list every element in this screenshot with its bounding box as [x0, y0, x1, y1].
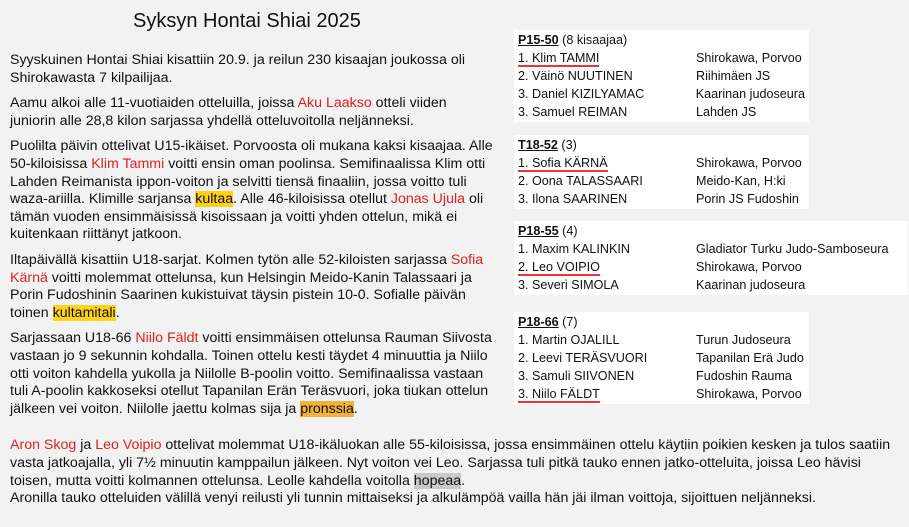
athlete-club: Lahden JS — [696, 105, 757, 119]
entrant-count: (3) — [557, 138, 577, 152]
text: Aamu alkoi alle 11-vuotiaiden otteluilla, joissa — [10, 95, 298, 112]
athlete-club: Turun Judoseura — [696, 333, 791, 347]
result-row — [518, 172, 805, 190]
athlete-name: Leo Voipio — [95, 437, 162, 453]
athlete-result-name: 3. Niilo FÄLDT — [518, 387, 600, 401]
medal-silver: hopeaa — [413, 472, 462, 489]
athlete-club: Shirokawa, Porvoo — [696, 260, 802, 274]
athlete-club: Porin JS Fudoshin — [696, 192, 799, 206]
weight-class: P15-50 — [518, 33, 559, 47]
athlete-club: Shirokawa, Porvoo — [696, 156, 802, 170]
athlete-club: Shirokawa, Porvoo — [696, 387, 802, 401]
result-row — [518, 154, 805, 172]
results-card-p18-55 — [514, 221, 908, 295]
result-row — [518, 240, 904, 258]
text: . — [461, 472, 466, 489]
medal-gold: kultamitali — [52, 304, 116, 321]
entrant-count: (4) — [558, 224, 578, 238]
athlete-result-name: 1. Klim TAMMI — [518, 51, 600, 65]
weight-class: P18-66 — [518, 315, 559, 329]
athlete-club: Tapanilan Erä Judo — [696, 351, 804, 365]
paragraph-u18-55 — [10, 437, 900, 490]
text: voitti ensimmäisen ottelunsa Rauman Siivosta vastaan jo 9 sekunnin kohdalla. Toinen ottelu kesti täydet 4 minuuttia ja Niilo otti voiton kahdella yukolla ja Niilolle B-poolin voitto. Semifinaalissa vastaan tuli A-poolin kakkoseksi otellut Tapanilan Erän Teräsvuori, joka tiukan ottelun jälkeen vei voiton. Niilolle jaettu kolmas sija ja — [10, 330, 492, 417]
result-row — [518, 67, 805, 85]
text: oli tämän vuoden ensimmäisissä kisoissaan ja voitti yhden ottelun, mikä ei kuitenkaan riittänyt jatkoon. — [10, 191, 484, 243]
athlete-club: Meido-Kan, H:ki — [696, 174, 786, 188]
medal-bronze: pronssia — [300, 400, 354, 417]
paragraph-u18-52 — [10, 252, 496, 322]
entrant-count: (7) — [558, 315, 578, 329]
text: . — [115, 304, 120, 321]
athlete-club: Fudoshin Rauma — [696, 369, 792, 383]
athlete-club: Gladiator Turku Judo-Samboseura — [696, 242, 889, 256]
athlete-result-name: 2. Leo VOIPIO — [518, 260, 600, 274]
text: . — [353, 400, 358, 417]
paragraph-u18-66 — [10, 330, 496, 418]
article-bottom — [10, 437, 900, 508]
athlete-result-name: 2. Leevi TERÄSVUORI — [518, 351, 648, 365]
athlete-result-name: 1. Maxim KALINKIN — [518, 242, 630, 256]
athlete-club: Shirokawa, Porvoo — [696, 51, 802, 65]
result-row — [518, 349, 805, 367]
athlete-result-name: 2. Väinö NUUTINEN — [518, 69, 633, 83]
text: otteli viiden juniorin alle 28,8 kilon sarjassa yhdellä otteluvoitolla neljänneksi. — [10, 95, 447, 129]
athlete-club: Kaarinan judoseura — [696, 278, 806, 292]
results-card-p18-66 — [514, 312, 809, 404]
athlete-result-name: 1. Martin OJALILL — [518, 333, 620, 347]
athlete-result-name: 3. Severi SIMOLA — [518, 278, 619, 292]
paragraph-u11 — [10, 95, 496, 130]
result-row — [518, 85, 805, 103]
athlete-result-name: 1. Sofia KÄRNÄ — [518, 156, 608, 170]
athlete-result-name: 3. Ilona SAARINEN — [518, 192, 628, 206]
paragraph-aron: Aronilla tauko otteluiden välillä venyi reilusti yli tunnin mittaiseksi ja alkulämpöä vailla hän jäi ilman voittoja, sijoittuen neljänneksi. — [10, 490, 816, 507]
result-row — [518, 190, 805, 208]
results-card-header — [518, 222, 904, 240]
results-card-header — [518, 136, 805, 154]
athlete-result-name: 3. Samuli SIIVONEN — [518, 369, 635, 383]
result-row — [518, 258, 904, 276]
athlete-name: Aku Laakso — [297, 95, 372, 112]
result-row — [518, 49, 805, 67]
paragraph-intro: Syyskuinen Hontai Shiai kisattiin 20.9. ja reilun 230 kisaajan joukossa oli Shirokawasta 7 kilpailijaa. — [10, 52, 466, 86]
results-card-t18-52 — [514, 135, 809, 209]
result-row — [518, 367, 805, 385]
text: voitti ensin oman poolinsa. Semifinaalissa Klim otti Lahden Reimanista ippon-voiton ja selvitti tiensä finaaliin, jossa voitto tuli waza-ariilla. Klimille sarjansa — [10, 155, 486, 208]
results-card-header — [518, 31, 805, 49]
athlete-name: Niilo Fäldt — [135, 330, 199, 347]
athlete-club: Riihimäen JS — [696, 69, 771, 83]
article-body — [10, 52, 496, 426]
athlete-name: Aron Skog — [10, 437, 77, 453]
athlete-name: Klim Tammi — [91, 155, 165, 172]
text: ottelivat molemmat U18-ikäluokan alle 55-kiloisissa, jossa ensimmäinen ottelu käytiin poikien kesken ja tulos saatiin vasta jatkoajalla, yli 7½ minuutin kamppailun jälkeen. Nyt voiton vei Leo. Sarjassa tuli pitkä tauko ennen jatko-otteluita, joissa Leo hävisi toisen, mutta voitti kolmannen ottelunsa. Leolle kahdella voitolla — [10, 437, 891, 489]
results-card-p15-50 — [514, 30, 809, 122]
athlete-club: Kaarinan judoseura — [695, 87, 805, 101]
page-title: Syksyn Hontai Shiai 2025 — [133, 10, 361, 32]
results-card-header — [518, 313, 805, 331]
athlete-name: Jonas Ujula — [390, 191, 466, 208]
text: Iltapäivällä kisattiin U18-sarjat. Kolmen tytön alle 52-kiloisten sarjassa — [10, 251, 451, 268]
weight-class: T18-52 — [518, 138, 558, 152]
athlete-result-name: 3. Daniel KIZILYAMAC — [518, 87, 645, 101]
text: . Alle 46-kiloisissa otellut — [233, 191, 391, 208]
result-row — [518, 385, 805, 403]
entrant-count: (8 kisaajaa) — [558, 33, 628, 47]
paragraph-u15 — [10, 138, 496, 244]
athlete-result-name: 3. Samuel REIMAN — [518, 105, 628, 119]
weight-class: P18-55 — [518, 224, 559, 238]
athlete-result-name: 2. Oona TALASSAARI — [518, 174, 643, 188]
athlete-name: Sofia Kärnä — [10, 251, 484, 286]
text: ja — [76, 437, 96, 453]
medal-gold: kultaa — [195, 191, 234, 208]
text: Sarjassaan U18-66 — [10, 330, 136, 347]
text: Puolilta päivin ottelivat U15-ikäiset. Porvoosta oli mukana kaksi kisaajaa. Alle 50-kiloisissa — [10, 138, 493, 172]
text: voitti molemmat ottelunsa, kun Helsingin Meido-Kanin Talassaari ja Porin Fudoshinin Saarinen kukistuivat täysin pistein 10-0. Sofialle päivän toinen — [10, 269, 472, 321]
result-row — [518, 331, 805, 349]
result-row — [518, 103, 805, 121]
result-row — [518, 276, 904, 294]
